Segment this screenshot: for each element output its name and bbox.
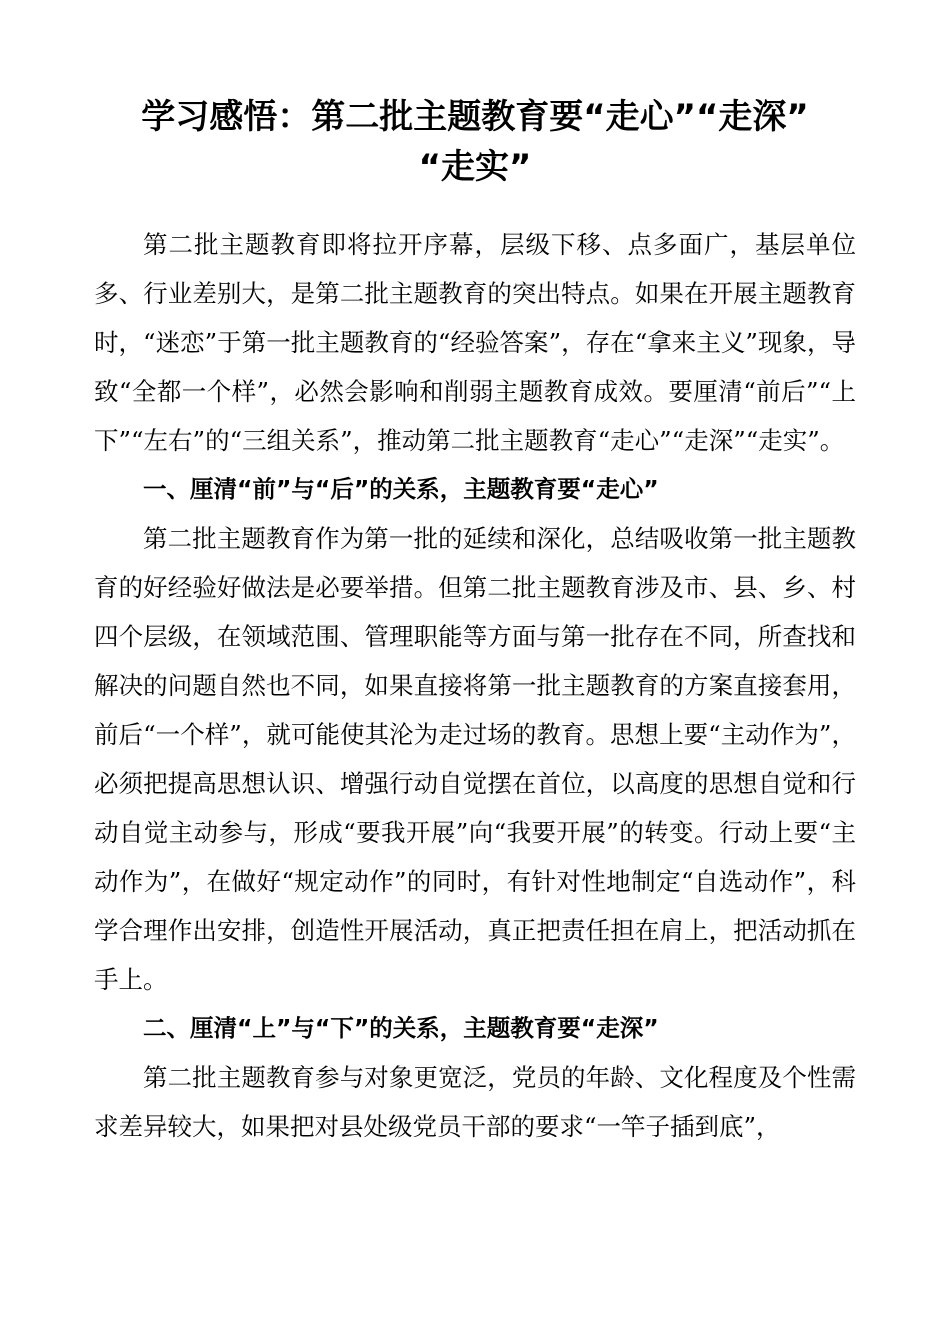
section-1-paragraph: 第二批主题教育作为第一批的延续和深化，总结吸收第一批主题教育的好经验好做法是必要举措。但第二批主题教育涉及市、县、乡、村四个层级，在领域范围、管理职能等方面与第一批存在不同，所查找和解决的问题自然也不同，如果直接将第一批主题教育的方案直接套用，前后“一个样”，就可能使其沦为走过场的教育。思想上要“主动作为”，必须把提高思想认识、增强行动自觉摆在首位，以高度的思想自觉和行动自觉主动参与，形成“要我开展”向“我要开展”的转变。行动上要“主动作为”，在做好“规定动作”的同时，有针对性地制定“自选动作”，科学合理作出安排，创造性开展活动，真正把责任担在肩上，把活动抓在手上。	[94, 524, 856, 994]
title-line-2: “走实”	[418, 147, 532, 187]
section-heading-1: 一、厘清“前”与“后”的关系，主题教育要“走心”	[143, 475, 659, 503]
section-heading-2: 二、厘清“上”与“下”的关系，主题教育要“走深”	[143, 1014, 659, 1042]
document-body	[94, 220, 856, 1151]
title-line-1: 学习感悟：第二批主题教育要“走心”“走深”	[141, 97, 809, 137]
section-2-paragraph: 第二批主题教育参与对象更宽泛，党员的年龄、文化程度及个性需求差异较大，如果把对县处级党员干部的要求“一竿子插到底”，	[94, 1063, 856, 1141]
intro-paragraph: 第二批主题教育即将拉开序幕，层级下移、点多面广，基层单位多、行业差别大，是第二批主题教育的突出特点。如果在开展主题教育时，“迷恋”于第一批主题教育的“经验答案”，存在“拿来主义”现象，导致“全都一个样”，必然会影响和削弱主题教育成效。要厘清“前后”“上下”“左右”的“三组关系”，推动第二批主题教育“走心”“走深”“走实”。	[94, 230, 856, 455]
document-title	[94, 92, 856, 192]
